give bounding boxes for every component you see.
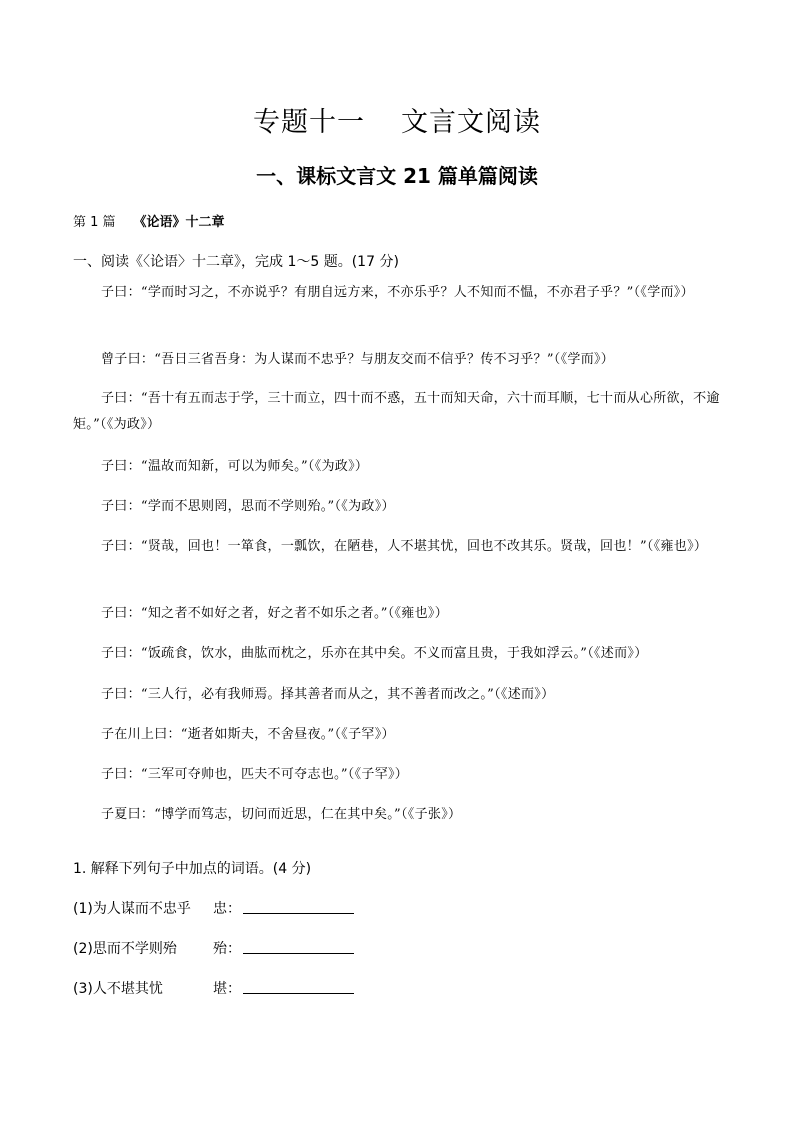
answer-blank-2[interactable]: [243, 953, 354, 954]
section-name: 《论语》十二章: [133, 215, 225, 230]
passage-paragraph: 子曰：“吾十有五而志于学，三十而立，四十而不惑，五十而知天命，六十而耳顺，七十而从心所欲，不逾矩。”（《为政》）: [73, 391, 720, 432]
passage-paragraph: 子曰：“三军可夺帅也，匹夫不可夺志也。”（《子罕》）: [101, 767, 409, 782]
passage-paragraph: 子曰：“饭疏食，饮水，曲肱而枕之，乐亦在其中矣。不义而富且贵，于我如浮云。”（《述而》）: [101, 646, 648, 661]
question-1-title: 1. 解释下列句子中加点的词语。(4 分): [73, 861, 312, 877]
passage-paragraph: 子曰：“温故而知新，可以为师矣。”（《为政》）: [101, 459, 369, 474]
answer-blank-1[interactable]: [243, 913, 354, 914]
question-item-label: (1)为人谋而不忠乎: [73, 901, 191, 917]
question-item-key: 堪：: [213, 981, 241, 997]
section-number: 第 1 篇: [73, 215, 116, 230]
question-item-label: (3)人不堪其忧: [73, 981, 163, 997]
reading-instruction: 一、阅读《〈论语〉十二章》，完成 1～5 题。(17 分): [73, 254, 399, 270]
passage-paragraph: 子曰：“学而不思则罔，思而不学则殆。”（《为政》）: [101, 499, 395, 514]
passage-paragraph: 子在川上曰：“逝者如斯夫，不舍昼夜。”（《子罕》）: [101, 727, 395, 742]
passage-paragraph: 子曰：“学而时习之，不亦说乎？有朋自远方来，不亦乐乎？人不知而不愠，不亦君子乎？”（《学而》）: [101, 285, 694, 300]
passage-paragraph: 子曰：“三人行，必有我师焉。择其善者而从之，其不善者而改之。”（《述而》）: [101, 687, 555, 702]
page-subtitle: 一、课标文言文 21 篇单篇阅读: [256, 164, 538, 188]
passage-paragraph: 子夏曰：“博学而笃志，切问而近思，仁在其中矣。”（《子张》）: [101, 807, 462, 822]
passage-paragraph: 子曰：“贤哉，回也！一箪食，一瓢饮，在陋巷，人不堪其忧，回也不改其乐。贤哉，回也！”（《雍也》）: [101, 539, 708, 554]
page-title: [0, 100, 794, 139]
question-item-label: (2)思而不学则殆: [73, 941, 177, 957]
question-item-key: 殆：: [213, 941, 241, 957]
title-part-2: 文言文阅读: [401, 107, 541, 138]
answer-blank-3[interactable]: [243, 993, 354, 994]
passage-paragraph: 曾子曰：“吾日三省吾身：为人谋而不忠乎？与朋友交而不信乎？传不习乎？”（《学而》）: [101, 352, 615, 367]
passage-paragraph: 子曰：“知之者不如好之者，好之者不如乐之者。”（《雍也》）: [101, 606, 448, 621]
section-label: [73, 211, 225, 230]
title-part-1: 专题十一: [253, 107, 365, 138]
question-item-key: 忠：: [213, 901, 241, 917]
